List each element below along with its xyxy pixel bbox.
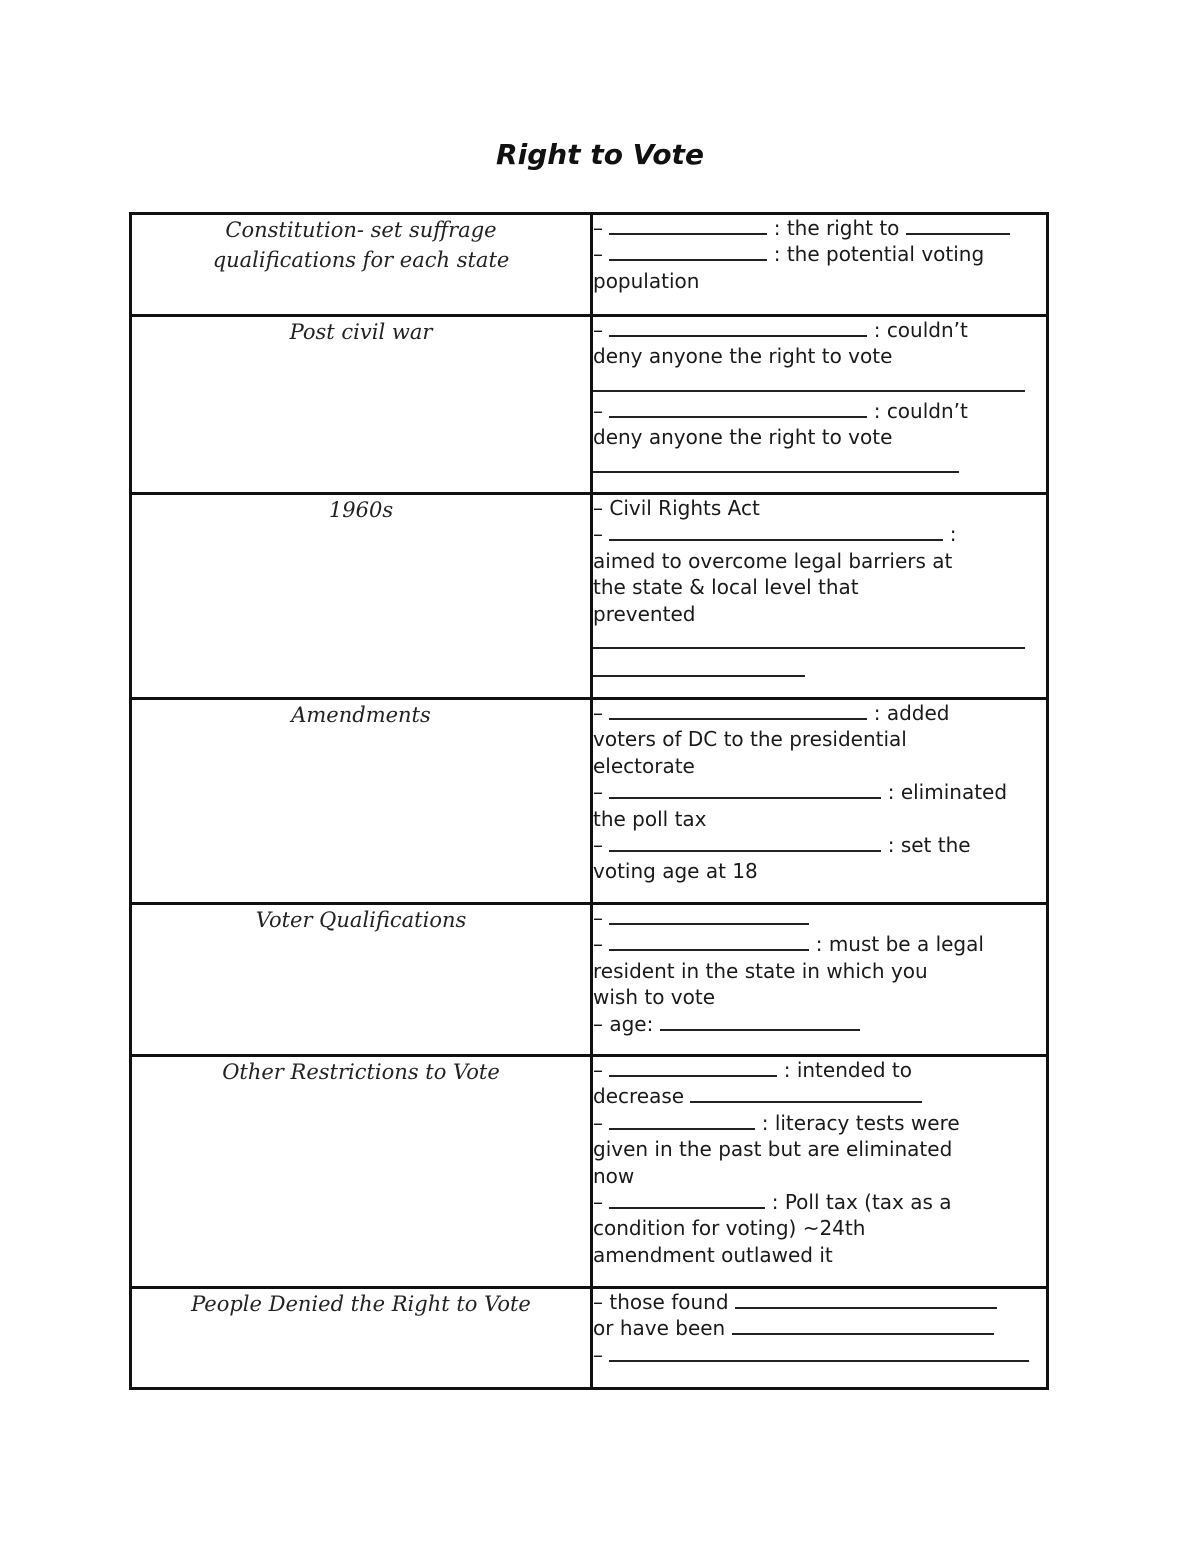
content-text: : literacy tests were: [761, 1110, 960, 1135]
content-text: – those found: [593, 1290, 729, 1314]
content-text: : added: [873, 701, 950, 725]
fill-blank[interactable]: [732, 1315, 994, 1335]
content-text: : must be a legal: [815, 932, 984, 957]
content-line: – : couldn’t: [593, 318, 968, 342]
row-label-post-civil-war: Post civil war: [131, 316, 592, 494]
notes-table: [129, 212, 1049, 1390]
row-content-voter-qualifications: [592, 904, 1048, 1056]
content-text: : Poll tax (tax as a: [771, 1190, 952, 1215]
fill-blank[interactable]: [690, 1083, 922, 1103]
content-line: now: [593, 1163, 635, 1188]
content-line: – : must be a legal: [593, 932, 984, 957]
content-line: electorate: [593, 753, 695, 778]
fill-blank[interactable]: [609, 1189, 765, 1209]
content-line: – : the right to: [593, 215, 1046, 241]
fill-blank[interactable]: [609, 317, 867, 337]
fill-blank[interactable]: [609, 1057, 777, 1077]
content-text: : couldn’t: [873, 398, 968, 423]
row-content-1960s: [592, 494, 1048, 699]
fill-blank[interactable]: [609, 931, 809, 951]
table-row: [131, 316, 1048, 494]
row-content-people-denied: [592, 1288, 1048, 1389]
content-text: : intended to: [783, 1058, 912, 1082]
fill-blank[interactable]: [609, 1342, 1029, 1362]
fill-blank[interactable]: [593, 627, 1025, 649]
content-line: – : eliminated: [593, 780, 1008, 805]
content-line: the state & local level that: [593, 575, 859, 600]
content-line: deny anyone the right to vote: [593, 425, 893, 450]
row-label-people-denied: People Denied the Right to Vote: [131, 1288, 592, 1389]
table-row: [131, 1288, 1048, 1389]
content-line: [593, 1315, 1046, 1341]
content-line: the poll tax: [593, 806, 707, 831]
row-label-line: qualifications for each state: [212, 248, 510, 272]
content-line: [593, 1289, 1046, 1315]
content-line: – : Poll tax (tax as a: [593, 1190, 952, 1215]
content-line: prevented: [593, 601, 696, 626]
fill-blank[interactable]: [609, 779, 881, 799]
fill-blank[interactable]: [660, 1011, 860, 1031]
row-label-other-restrictions: Other Restrictions to Vote: [131, 1056, 592, 1288]
content-line: – : the potential voting: [593, 242, 985, 267]
content-line: resident in the state in which you: [593, 958, 928, 983]
fill-blank[interactable]: [609, 905, 809, 925]
content-line: aimed to overcome legal barriers at: [593, 548, 953, 573]
content-line: wish to vote: [593, 985, 716, 1010]
fill-blank[interactable]: [593, 655, 805, 677]
fill-blank[interactable]: [609, 398, 867, 418]
content-line: condition for voting) ~24th: [593, 1216, 866, 1241]
content-text: or have been: [593, 1316, 726, 1341]
content-text: : couldn’t: [873, 318, 968, 342]
content-line: voters of DC to the presidential: [593, 727, 907, 752]
fill-blank[interactable]: [609, 215, 767, 235]
content-line: given in the past but are eliminated: [593, 1137, 953, 1162]
row-label-voter-qualifications: Voter Qualifications: [131, 904, 592, 1056]
page-title: Right to Vote: [496, 138, 704, 171]
content-text: :: [949, 522, 957, 547]
content-line: population: [593, 268, 700, 293]
content-text: decrease: [593, 1084, 685, 1109]
fill-blank[interactable]: [609, 521, 943, 541]
row-label-1960s: 1960s: [131, 494, 592, 699]
row-content-constitution: [592, 214, 1048, 316]
content-line: – : literacy tests were: [593, 1110, 960, 1135]
content-line: deny anyone the right to vote: [593, 344, 893, 369]
content-line: voting age at 18: [593, 859, 758, 884]
fill-blank[interactable]: [593, 370, 1025, 392]
row-content-other-restrictions: [592, 1056, 1048, 1288]
row-label-line: Constitution- set suffrage: [225, 218, 497, 242]
content-text: : eliminated: [887, 780, 1008, 805]
content-line: – : added: [593, 701, 950, 725]
content-line: – : set the: [593, 833, 971, 858]
row-label-amendments: Amendments: [131, 699, 592, 904]
table-row: [131, 699, 1048, 904]
content-line: amendment outlawed it: [593, 1242, 833, 1267]
fill-blank[interactable]: [609, 700, 867, 720]
fill-blank[interactable]: [609, 241, 767, 261]
content-line: – : intended to: [593, 1058, 912, 1082]
content-line: – Civil Rights Act: [593, 496, 760, 520]
table-row: [131, 214, 1048, 316]
fill-blank[interactable]: [735, 1289, 997, 1309]
fill-blank[interactable]: [906, 215, 1010, 235]
content-line: [593, 1011, 1046, 1037]
content-line: –: [593, 905, 1046, 931]
content-text: : the right to: [773, 216, 900, 240]
row-label-constitution: [131, 214, 592, 316]
content-line: – :: [593, 522, 957, 547]
content-text: – age:: [593, 1011, 654, 1036]
content-line: [593, 1083, 1046, 1109]
fill-blank[interactable]: [609, 832, 881, 852]
fill-blank[interactable]: [609, 1110, 755, 1130]
table-row: [131, 494, 1048, 699]
table-row: [131, 1056, 1048, 1288]
fill-blank[interactable]: [593, 451, 959, 473]
table-row: [131, 904, 1048, 1056]
content-line: –: [593, 1342, 1046, 1368]
row-content-post-civil-war: [592, 316, 1048, 494]
content-text: : set the: [887, 833, 971, 858]
content-line: – : couldn’t: [593, 398, 968, 423]
row-content-amendments: [592, 699, 1048, 904]
content-text: : the potential voting: [773, 242, 985, 267]
